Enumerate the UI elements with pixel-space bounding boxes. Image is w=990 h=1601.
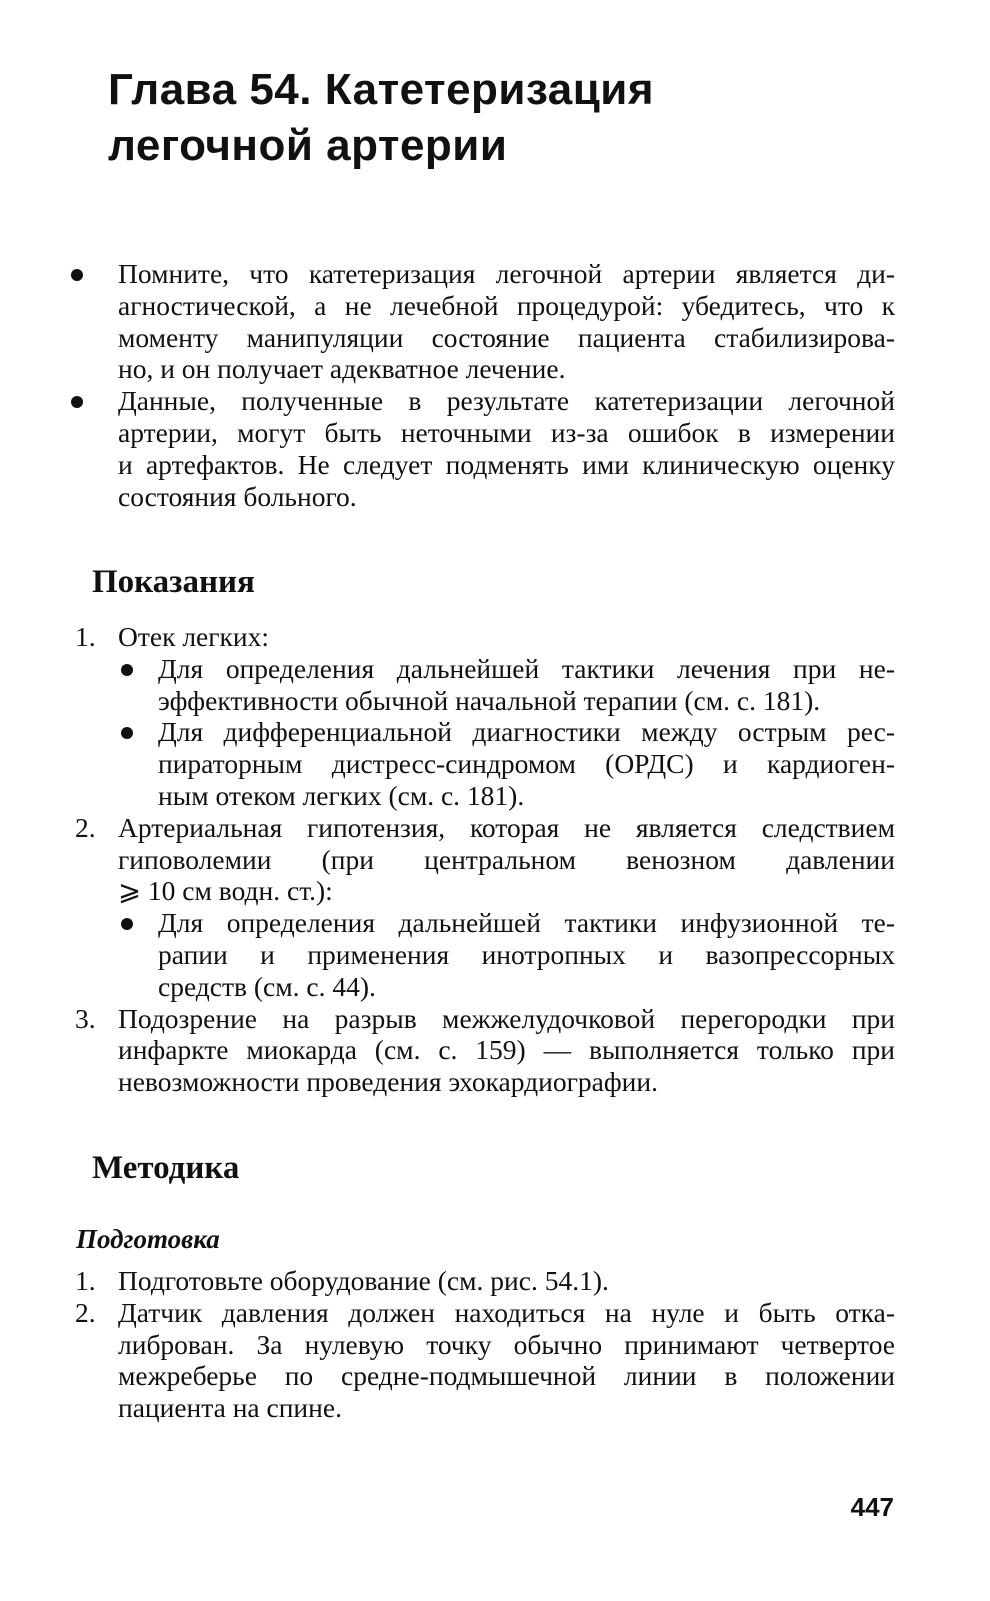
indication-subitem xyxy=(118,716,895,811)
text-line: агностической, а не лечебной процедурой: убедитесь, что к xyxy=(118,289,895,321)
text-line: средств (см. с. 44). xyxy=(158,970,376,1002)
text-line: Для дифференциальной диагностики между острым рес- xyxy=(158,716,895,748)
text-line: Для определения дальнейшей тактики инфузионной те- xyxy=(158,907,895,939)
text-line: ⩾ 10 см водн. ст.): xyxy=(118,875,333,907)
text-line: Подготовьте оборудование (см. рис. 54.1). xyxy=(118,1265,609,1296)
bullet-icon xyxy=(121,918,133,930)
text-line: артерии, могут быть неточными из-за ошибок в измерении xyxy=(118,416,895,448)
text-line: но, и он получает адекватное лечение. xyxy=(118,353,566,385)
bullet-icon xyxy=(71,396,83,408)
text-line: моменту манипуляции состояние пациента стабилизирова- xyxy=(118,321,895,353)
indications-heading: Показания xyxy=(92,564,255,600)
indication-item xyxy=(75,1003,895,1098)
intro-bullet-item xyxy=(60,258,895,385)
preparation-subheading: Подготовка xyxy=(76,1224,220,1254)
item-number: 1. xyxy=(75,1265,96,1296)
indication-subitem xyxy=(118,907,895,1002)
text-line: и артефактов. Не следует подменять ими клиническую оценку xyxy=(118,448,895,480)
text-line: инфаркте миокарда (см. с. 159) — выполняется только при xyxy=(118,1034,895,1066)
text-line: невозможности проведения эхокардиографии. xyxy=(118,1066,658,1098)
item-number: 3. xyxy=(75,1002,96,1034)
text-line: ным отеком легких (см. с. 181). xyxy=(158,779,525,811)
text-line: Помните, что катетеризация легочной артерии является ди- xyxy=(118,258,895,289)
text-line: Подозрение на разрыв межжелудочковой перегородки при xyxy=(118,1002,895,1034)
page-number: 447 xyxy=(850,1492,894,1522)
text-line: либрован. За нулевую точку обычно принимают четвертое xyxy=(118,1328,895,1360)
item-number: 2. xyxy=(75,1296,96,1328)
bullet-icon xyxy=(121,664,133,676)
indication-sublist xyxy=(118,907,895,1002)
method-heading: Методика xyxy=(92,1150,240,1186)
intro-bullet-item xyxy=(60,385,895,512)
text-line: пациента на спине. xyxy=(118,1392,342,1424)
text-line: Для определения дальнейшей тактики лечения при не- xyxy=(158,652,895,684)
preparation-item xyxy=(75,1297,895,1424)
text-line: Датчик давления должен находиться на нуле и быть отка- xyxy=(118,1296,895,1328)
item-number: 1. xyxy=(75,621,96,652)
bullet-icon xyxy=(121,727,133,739)
text-line: Отек легких: xyxy=(118,621,269,652)
text-line: состояния больного. xyxy=(118,480,357,512)
indications-list xyxy=(75,621,895,1098)
intro-bullet-list xyxy=(60,258,895,512)
indication-sublist xyxy=(118,653,895,812)
preparation-list xyxy=(75,1265,895,1424)
text-line: Данные, полученные в результате катетеризации легочной xyxy=(118,385,895,417)
preparation-item xyxy=(75,1265,895,1297)
bullet-icon xyxy=(71,269,83,281)
text-line: Артериальная гипотензия, которая не является следствием xyxy=(118,811,895,843)
text-line: гиповолемии (при центральном венозном давлении xyxy=(118,843,895,875)
chapter-title: Глава 54. Катетеризация легочной артерии xyxy=(108,65,655,170)
text-line: рапии и применения инотропных и вазопрессорных xyxy=(158,938,895,970)
text-line: эффективности обычной начальной терапии (см. с. 181). xyxy=(158,684,821,716)
item-number: 2. xyxy=(75,811,96,843)
indication-item xyxy=(75,621,895,812)
text-line: пираторным дистресс-синдромом (ОРДС) и кардиоген- xyxy=(158,748,895,780)
text-line: межреберье по средне-подмышечной линии в положении xyxy=(118,1360,895,1392)
indication-item xyxy=(75,812,895,1003)
indication-subitem xyxy=(118,653,895,717)
